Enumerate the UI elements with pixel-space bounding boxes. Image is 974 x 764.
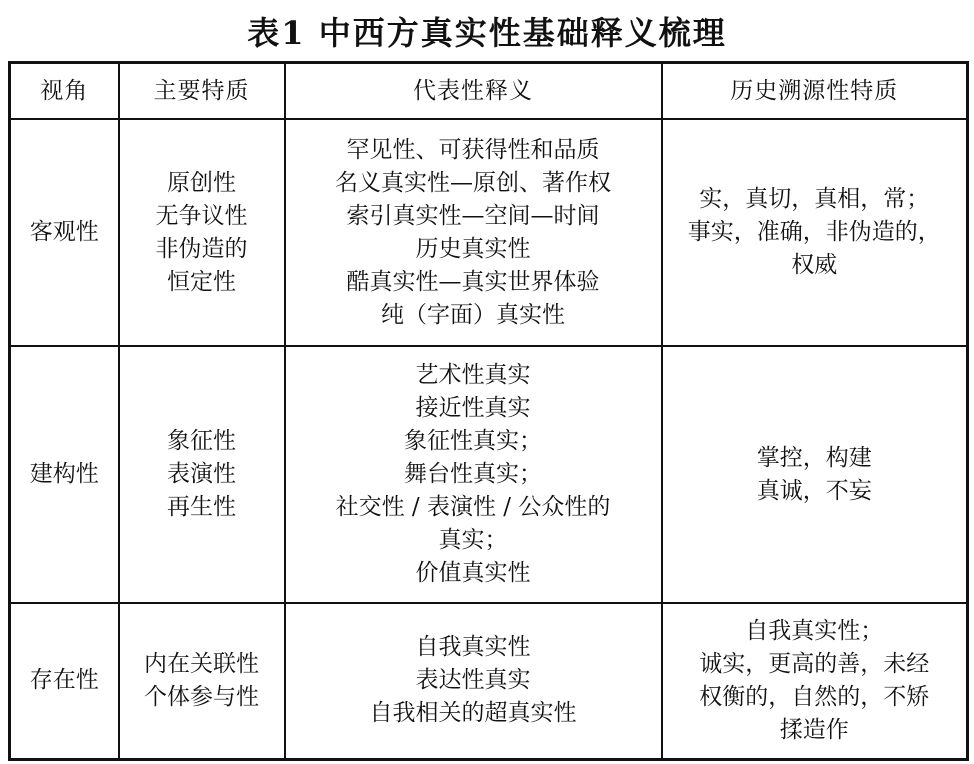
interp-line: 名义真实性—原创、著作权 [335, 169, 611, 196]
trait-line: 非伪造的 [155, 235, 248, 262]
interp-line: 表达性真实 [415, 667, 531, 694]
trait-line: 个体参与性 [144, 683, 259, 710]
cell-history [662, 603, 968, 759]
header-representative-interpretation: 代表性释义 [285, 63, 662, 120]
table-row-constructive [10, 346, 968, 603]
history-line: 掌控，构建 [756, 444, 872, 471]
cell-traits [119, 119, 285, 346]
cell-traits [119, 603, 285, 759]
history-line: 揉造作 [779, 716, 849, 743]
trait-line: 内在关联性 [144, 650, 259, 677]
trait-line: 恒定性 [167, 268, 236, 295]
interp-line: 索引真实性—空间—时间 [346, 202, 600, 229]
header-perspective: 视角 [10, 63, 119, 120]
trait-line: 表演性 [167, 461, 236, 487]
cell-traits [119, 346, 285, 603]
history-line: 诚实，更高的善，未经 [699, 650, 930, 677]
interp-line: 价值真实性 [415, 560, 531, 586]
interp-line: 象征性真实； [404, 428, 542, 454]
interp-line: 社交性 / 表演性 / 公众性的 [335, 494, 611, 520]
header-historical-traits: 历史溯源性特质 [662, 63, 968, 120]
interp-line: 酷真实性—真实世界体验 [346, 268, 600, 295]
interp-line: 自我相关的超真实性 [369, 700, 577, 727]
history-line: 事实，准确，非伪造的， [687, 219, 941, 245]
history-line: 真诚，不妄 [756, 477, 872, 504]
history-line: 权威 [791, 252, 838, 278]
history-line: 权衡的，自然的，不矫 [699, 683, 930, 710]
trait-line: 无争议性 [155, 202, 248, 229]
interp-line: 舞台性真实； [404, 461, 542, 487]
cell-view: 存在性 [10, 603, 119, 759]
cell-view: 客观性 [10, 119, 119, 346]
interp-line: 艺术性真实 [415, 362, 531, 388]
interp-line: 历史真实性 [415, 235, 531, 262]
interp-line: 接近性真实 [415, 395, 531, 421]
trait-line: 原创性 [167, 169, 236, 196]
interp-line: 罕见性、可获得性和品质 [346, 136, 600, 163]
trait-line: 象征性 [167, 428, 236, 454]
cell-interpretation [285, 603, 662, 759]
table-row-existential [10, 603, 968, 759]
header-main-traits: 主要特质 [119, 63, 285, 120]
history-line: 实，真切，真相，常； [699, 186, 930, 212]
history-line: 自我真实性； [745, 617, 884, 644]
table-row-objective [10, 119, 968, 346]
definitions-table [8, 61, 969, 761]
cell-history [662, 119, 968, 346]
cell-history [662, 346, 968, 603]
header-row [10, 63, 968, 120]
interp-line: 真实； [438, 527, 508, 553]
cell-view: 建构性 [10, 346, 119, 603]
table-title: 表1 中西方真实性基础释义梳理 [247, 14, 727, 52]
trait-line: 再生性 [167, 494, 236, 520]
cell-interpretation [285, 119, 662, 346]
interp-line: 自我真实性 [415, 634, 531, 661]
cell-interpretation [285, 346, 662, 603]
interp-line: 纯（字面）真实性 [381, 301, 565, 328]
